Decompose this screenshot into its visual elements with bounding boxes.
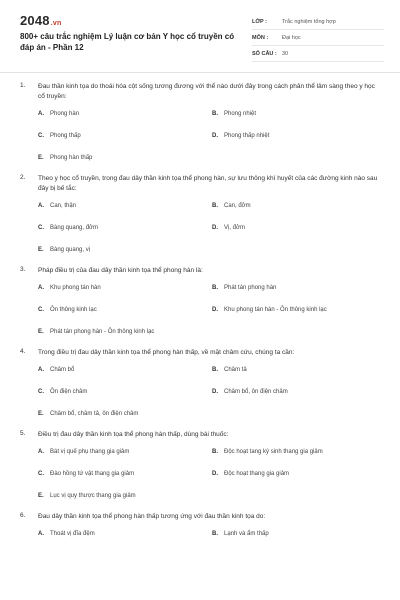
option-letter: E. xyxy=(38,329,44,335)
header-divider xyxy=(0,72,400,73)
logo-text: 2048 xyxy=(20,13,50,28)
answer-options xyxy=(38,109,380,163)
answer-options xyxy=(38,201,380,255)
meta-row-count xyxy=(252,46,384,62)
option-letter: A. xyxy=(38,449,44,455)
option-letter: B. xyxy=(212,285,218,291)
option-letter: B. xyxy=(212,111,218,117)
question-text: Đau dây thần kinh tọa thể phong hàn thấp tương ứng với đau thần kinh tọa do: xyxy=(38,513,266,520)
option-text: Bàng quang, đởm xyxy=(50,225,98,231)
option-text: Ôn điện châm xyxy=(50,389,88,395)
answer-option[interactable] xyxy=(38,131,212,141)
option-letter: A. xyxy=(38,285,44,291)
option-letter: C. xyxy=(38,471,44,477)
option-text: Phát tán phong hàn - Ôn thông kinh lạc xyxy=(50,329,155,335)
option-letter: E. xyxy=(38,411,44,417)
question-number: 2. xyxy=(20,174,26,181)
answer-option[interactable] xyxy=(38,409,212,419)
question-text: Pháp điều trị của đau dây thần kinh tọa thể phong hàn là: xyxy=(38,267,203,274)
question-text: Điều trị đau dây thần kinh tọa thể phong hàn thấp, dùng bài thuốc: xyxy=(38,431,229,438)
option-text: Bát vị quế phụ thang gia giảm xyxy=(50,449,130,455)
option-text: Châm bổ, châm tả, ôn điện châm xyxy=(50,411,139,417)
question-item xyxy=(0,348,400,419)
option-letter: B. xyxy=(212,367,218,373)
option-text: Phong thấp xyxy=(50,133,81,139)
meta-value: Trắc nghiệm tổng hợp xyxy=(282,18,336,25)
site-logo[interactable] xyxy=(20,13,61,28)
answer-option[interactable] xyxy=(38,153,212,163)
meta-label: LỚP : xyxy=(252,18,267,25)
answer-option[interactable] xyxy=(38,109,212,119)
option-letter: A. xyxy=(38,531,44,537)
option-letter: E. xyxy=(38,155,44,161)
question-text: Đau thần kinh tọa do thoái hóa cột sống tương đương với thể nào dưới đây trong cách phân thể lâm sàng theo y học cổ truyền: xyxy=(38,83,375,100)
answer-options xyxy=(38,529,380,539)
question-number: 6. xyxy=(20,512,26,519)
meta-label: SỐ CÂU : xyxy=(252,50,277,57)
answer-option[interactable] xyxy=(38,283,212,293)
answer-option[interactable] xyxy=(212,305,386,315)
option-text: Độc hoạt tang ký sinh thang gia giảm xyxy=(224,449,323,455)
option-letter: C. xyxy=(38,225,44,231)
option-letter: B. xyxy=(212,203,218,209)
option-text: Phong hàn xyxy=(50,111,80,117)
option-letter: B. xyxy=(212,449,218,455)
answer-option[interactable] xyxy=(38,469,212,479)
option-text: Phong hàn thấp xyxy=(50,155,93,161)
option-letter: E. xyxy=(38,493,44,499)
answer-option[interactable] xyxy=(38,201,212,211)
option-text: Châm bổ, ôn điện châm xyxy=(224,389,288,395)
meta-value: 30 xyxy=(282,50,289,57)
question-item xyxy=(0,82,400,163)
answer-option[interactable] xyxy=(212,469,386,479)
option-text: Bàng quang, vị xyxy=(50,247,91,253)
question-list xyxy=(0,82,400,550)
question-text: Theo y học cổ truyền, trong đau dây thần kinh tọa thể phong hàn, sự lưu thông khí huyết của các đường kinh nào sau đây bị bế tắc: xyxy=(38,175,378,192)
meta-row-class xyxy=(252,14,384,30)
question-item xyxy=(0,430,400,501)
option-text: Lục vị quy thược thang gia giảm xyxy=(50,493,136,499)
answer-options xyxy=(38,447,380,501)
option-letter: D. xyxy=(212,225,218,231)
answer-option[interactable] xyxy=(212,201,386,211)
answer-option[interactable] xyxy=(38,245,212,255)
option-letter: C. xyxy=(38,307,44,313)
option-letter: A. xyxy=(38,367,44,373)
meta-info xyxy=(252,14,384,62)
option-text: Vị, đởm xyxy=(224,225,245,231)
option-letter: C. xyxy=(38,389,44,395)
answer-option[interactable] xyxy=(38,365,212,375)
answer-options xyxy=(38,283,380,337)
option-letter: C. xyxy=(38,133,44,139)
question-text: Trong điều trị đau dây thần kinh tọa thể phong hàn thấp, về mặt châm cứu, chúng ta cần: xyxy=(38,349,295,356)
answer-option[interactable] xyxy=(212,283,386,293)
answer-option[interactable] xyxy=(38,387,212,397)
meta-label: MÔN : xyxy=(252,34,269,41)
answer-option[interactable] xyxy=(212,131,386,141)
option-text: Châm bổ xyxy=(50,367,75,373)
option-text: Châm tả xyxy=(224,367,247,373)
document-header xyxy=(0,0,400,66)
option-letter: D. xyxy=(212,133,218,139)
option-text: Độc hoạt thang gia giảm xyxy=(224,471,290,477)
answer-option[interactable] xyxy=(212,447,386,457)
question-number: 3. xyxy=(20,266,26,273)
question-number: 4. xyxy=(20,348,26,355)
question-item xyxy=(0,174,400,255)
option-letter: A. xyxy=(38,111,44,117)
question-item xyxy=(0,266,400,337)
answer-option[interactable] xyxy=(212,387,386,397)
answer-option[interactable] xyxy=(212,223,386,233)
option-letter: D. xyxy=(212,307,218,313)
option-letter: D. xyxy=(212,471,218,477)
meta-row-subject xyxy=(252,30,384,46)
option-text: Can, đởm xyxy=(224,203,251,209)
question-item xyxy=(0,512,400,539)
meta-value: Đại học xyxy=(282,34,301,41)
option-text: Ôn thông kinh lạc xyxy=(50,307,97,313)
option-text: Phong thấp nhiệt xyxy=(224,133,270,139)
answer-options xyxy=(38,365,380,419)
logo-suffix: .vn xyxy=(50,20,62,27)
answer-option[interactable] xyxy=(38,491,212,501)
answer-option[interactable] xyxy=(212,529,386,539)
option-letter: B. xyxy=(212,531,218,537)
answer-option[interactable] xyxy=(38,305,212,315)
option-text: Đào hồng tứ vật thang gia giảm xyxy=(50,471,135,477)
answer-option[interactable] xyxy=(212,109,386,119)
question-number: 1. xyxy=(20,82,26,89)
answer-option[interactable] xyxy=(38,529,212,539)
option-letter: D. xyxy=(212,389,218,395)
option-letter: A. xyxy=(38,203,44,209)
option-text: Phong nhiệt xyxy=(224,111,257,117)
option-text: Phát tán phong hàn xyxy=(224,285,277,291)
question-number: 5. xyxy=(20,430,26,437)
answer-option[interactable] xyxy=(38,447,212,457)
answer-option[interactable] xyxy=(38,327,212,337)
answer-option[interactable] xyxy=(38,223,212,233)
option-text: Thoát vị đĩa đệm xyxy=(50,531,95,537)
answer-option[interactable] xyxy=(212,365,386,375)
option-text: Lạnh và ẩm thấp xyxy=(224,531,269,537)
option-text: Can, thận xyxy=(50,203,77,209)
option-letter: E. xyxy=(38,247,44,253)
page-title: 800+ câu trắc nghiệm Lý luận cơ bản Y học cổ truyền có đáp án - Phần 12 xyxy=(20,32,235,52)
option-text: Khu phong tán hàn xyxy=(50,285,101,291)
option-text: Khu phong tán hàn - Ôn thông kinh lạc xyxy=(224,307,327,313)
